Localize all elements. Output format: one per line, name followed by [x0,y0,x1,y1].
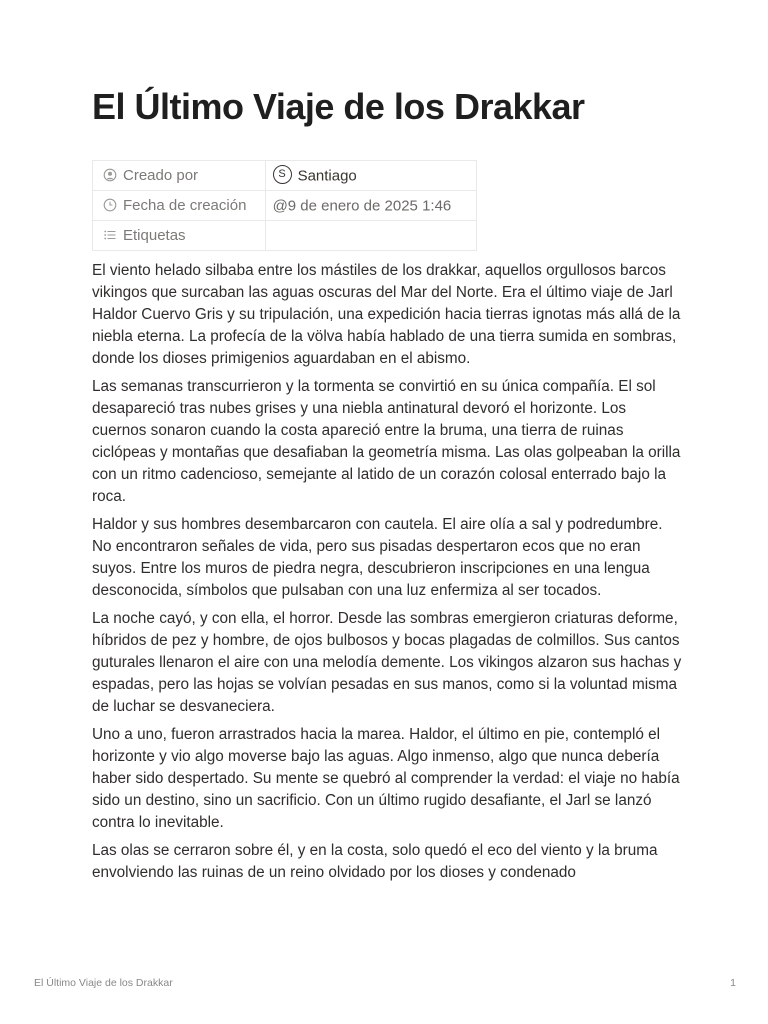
property-value[interactable] [265,191,476,221]
footer-title: El Último Viaje de los Drakkar [34,977,173,989]
property-row-created-date [93,191,477,221]
created-by-name: Santiago [297,167,357,185]
property-key-label: Etiquetas [123,227,186,244]
properties-table [92,160,477,251]
property-key-label: Creado por [123,167,199,184]
avatar: S [273,165,292,184]
document-body [92,260,684,890]
user-circle-icon [103,168,117,182]
page-number: 1 [730,977,736,989]
list-icon [103,228,117,242]
paragraph: El viento helado silbaba entre los mástiles de los drakkar, aquellos orgullosos barcos vikingos que surcaban las aguas oscuras del Mar del Norte. Era el último viaje de Jarl Haldor Cuervo Gris y su tripulación, una expedición hacia tierras ignotas más allá de la niebla eterna. La profecía de la völva había hablado de una tierra sumida en sombras, donde los dioses primigenios aguardaban en el abismo. [92,262,681,367]
property-value[interactable] [265,161,476,191]
property-row-tags [93,221,477,251]
created-date-value: @9 de enero de 2025 1:46 [272,197,452,215]
paragraph: La noche cayó, y con ella, el horror. Desde las sombras emergieron criaturas deforme, híbridos de pez y hombre, de ojos bulbosos y bocas plagadas de colmillos. Sus cantos guturales llenaron el aire con una melodía demente. Los vikingos alzaron sus hachas y espadas, pero las hojas se volvían pesadas en sus manos, como si la voluntad misma de luchar se desvaneciera. [92,610,682,715]
page-title: El Último Viaje de los Drakkar [92,86,585,127]
property-value[interactable] [265,221,476,251]
property-key-label: Fecha de creación [123,197,247,214]
clock-icon [103,198,117,212]
paragraph: Haldor y sus hombres desembarcaron con cautela. El aire olía a sal y podredumbre. No encontraron señales de vida, pero sus pisadas despertaron ecos que no eran suyos. Entre los muros de piedra negra, descubrieron inscripciones en una lengua desconocida, símbolos que pulsaban con una luz enfermiza al ser tocados. [92,516,663,599]
paragraph: Las semanas transcurrieron y la tormenta se convirtió en su única compañía. El sol desapareció tras nubes grises y una niebla antinatural devoró el horizonte. Los cuernos sonaron cuando la costa apareció entre la bruma, una tierra de ruinas ciclópeas y montañas que desafiaban la geometría misma. Las olas golpeaban la orilla con un ritmo cadencioso, semejante al latido de un corazón colosal enterrado bajo la roca. [92,378,681,505]
property-key [93,161,266,191]
paragraph: Las olas se cerraron sobre él, y en la costa, solo quedó el eco del viento y la bruma envolviendo las ruinas de un reino olvidado por los dioses y condenado [92,842,658,881]
property-key [93,221,266,251]
property-key [93,191,266,221]
paragraph: Uno a uno, fueron arrastrados hacia la marea. Haldor, el último en pie, contempló el horizonte y vio algo moverse bajo las aguas. Algo inmenso, algo que nunca debería haber sido despertado. Su mente se quebró al comprender la verdad: el viaje no había sido un destino, sino un sacrificio. Con un último rugido desafiante, el Jarl se lanzó contra lo inevitable. [92,726,680,831]
property-row-created-by [93,161,477,191]
